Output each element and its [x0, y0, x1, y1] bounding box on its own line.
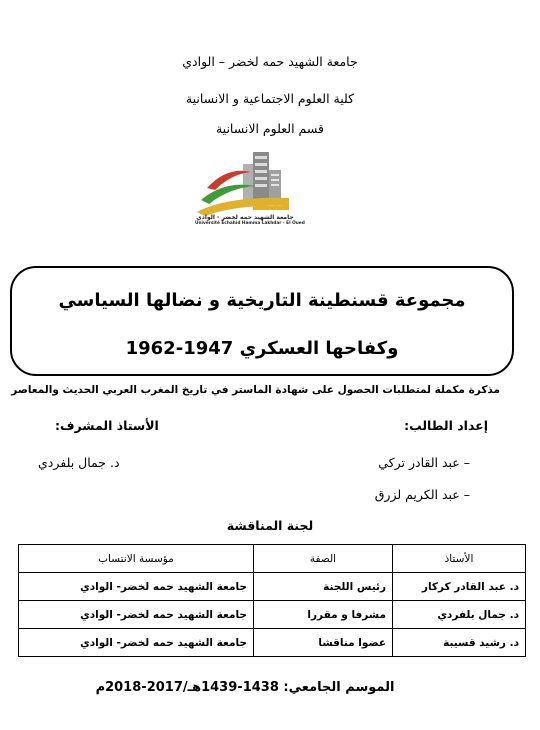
department-name: قسم العلوم الانسانية	[215, 121, 325, 136]
table-row	[19, 601, 526, 629]
university-name: جامعة الشهيد حمه لخضر – الوادي	[182, 54, 358, 69]
supervisor-name: د. جمال بلفردي	[38, 455, 120, 470]
committee-table	[18, 544, 526, 657]
thesis-subtitle: مذكرة مكملة لمتطلبات الحصول على شهادة الماستر في تاريخ المغرب العربي الحديث والمعاصر	[11, 384, 500, 396]
role-cell: رئيس اللجنة	[254, 573, 393, 601]
professor-cell: د. عبد القادر كركار	[393, 573, 526, 601]
role-cell: عضوا مناقشا	[254, 629, 393, 657]
thesis-title-line1: مجموعة قسنطينة التاريخية و نضالها السياسي	[58, 290, 466, 311]
professor-cell: د. جمال بلفردي	[393, 601, 526, 629]
academic-year: الموسم الجامعي: 1438-1439هـ/2017-2018م	[95, 680, 395, 695]
header-role: الصفة	[254, 545, 393, 573]
role-cell: مشرفا و مقررا	[254, 601, 393, 629]
professor-cell: د. رشيد قسيبة	[393, 629, 526, 657]
students-label: إعداد الطالب:	[404, 418, 488, 433]
supervisor-label: الأستاذ المشرف:	[55, 418, 159, 433]
header-professor: الأستاذ	[393, 545, 526, 573]
table-row	[19, 629, 526, 657]
institution-cell: جامعة الشهيد حمه لخضر- الوادي	[19, 601, 254, 629]
university-logo-icon	[195, 148, 305, 226]
table-row	[19, 573, 526, 601]
table-header-row	[19, 545, 526, 573]
logo-caption-english: Université Echahid Hamma Lakhdar - El Oued	[195, 221, 305, 226]
student-name-1: – عبد القادر تركي	[378, 455, 470, 470]
student-name-2: – عبد الكريم لزرق	[374, 487, 470, 502]
faculty-name: كلية العلوم الاجتماعية و الانسانية	[185, 91, 355, 106]
institution-cell: جامعة الشهيد حمه لخضر- الوادي	[19, 629, 254, 657]
thesis-title-line2: وكفاحها العسكري 1947-1962	[125, 338, 399, 359]
institution-cell: جامعة الشهيد حمه لخضر- الوادي	[19, 573, 254, 601]
title-box	[10, 266, 514, 376]
header-institution: مؤسسة الانتساب	[19, 545, 254, 573]
logo-caption-arabic: جامعة الشهيد حمه لخضر - الوادي	[196, 214, 294, 221]
committee-title: لجنة المناقشة	[226, 518, 314, 533]
